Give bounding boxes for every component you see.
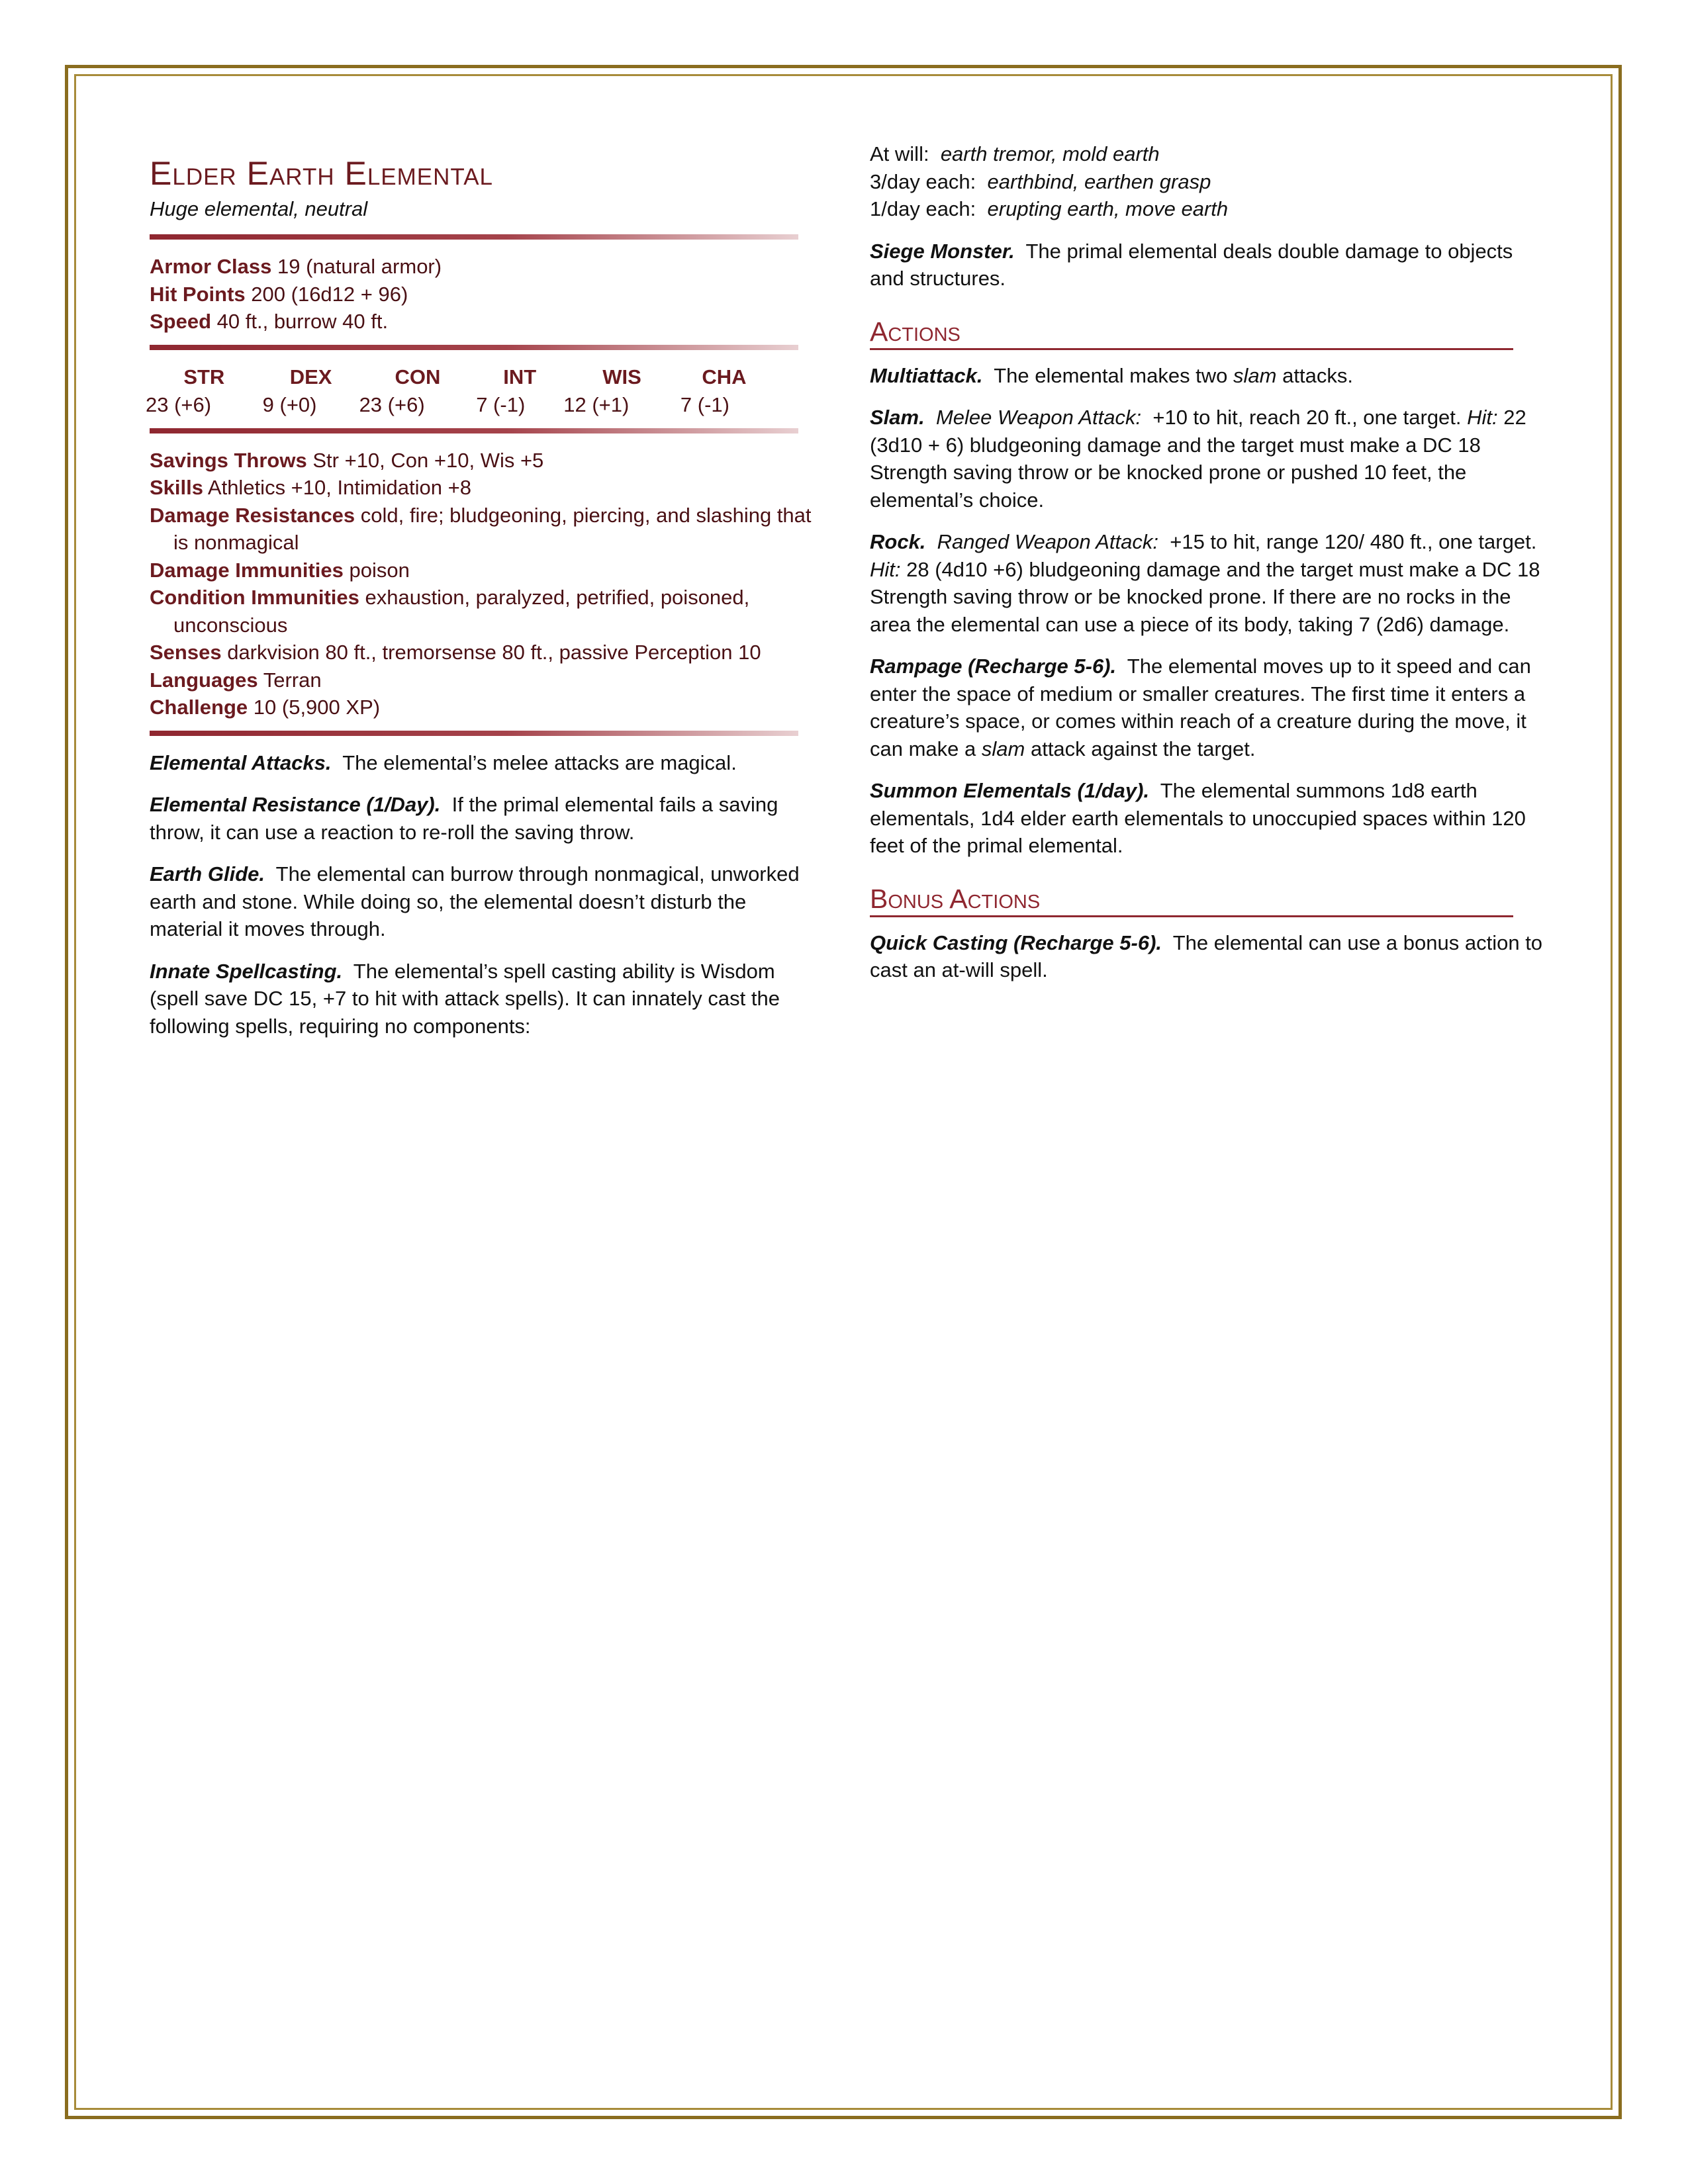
damage-immunities-line [150,557,825,584]
bonus-actions-heading: Bonus Actions [870,882,1513,917]
spell-frequency-label: At will: [870,142,929,165]
action-text: The elemental can use a bonus action to cast an at-will spell. [870,931,1543,981]
trait-name: Earth Glide. [150,862,265,886]
spell-list-3-per-day [870,168,1545,196]
challenge-label: Challenge [150,696,248,719]
trait-elemental-attacks [150,749,825,777]
hit-text: 22 (3d10 + 6) bludgeoning damage and the target must make a DC 18 Strength saving throw or be knocked prone or pushed 10 feet, the elemental’s choice. [870,406,1526,512]
trait-text: The elemental’s spell casting ability is Wisdom (spell save DC 15, +7 to hit with attack spells). It can innately cast the following spells, requiring no components: [150,959,780,1038]
attack-to-hit: +15 to hit, range 120/ 480 ft., one target. [1170,530,1537,553]
ability-value-dex: 9 (+0) [262,392,317,416]
ability-value-con: 23 (+6) [359,392,425,416]
saving-throws-line [150,447,825,475]
action-summon-elementals [870,777,1545,860]
action-text: The elemental summons 1d8 earth elementals, 1d4 elder earth elementals to unoccupied spaces within 120 feet of the primal elemental. [870,779,1526,857]
divider-rule [150,345,798,350]
ability-value-str: 23 (+6) [146,392,212,416]
languages-label: Languages [150,668,258,692]
action-text: attacks. [1282,363,1353,387]
hit-points-value: 200 (16d12 + 96) [251,282,408,306]
spell-frequency-label: 3/day each: [870,169,976,193]
hit-label: Hit: [870,557,901,581]
attack-type: Ranged Weapon Attack: [937,530,1158,553]
spell-names: earthbind, earthen grasp [987,169,1211,193]
senses-line [150,639,825,666]
divider-rule [150,234,798,240]
action-name: Multiattack. [870,363,983,387]
saving-throws-value: Str +10, Con +10, Wis +5 [312,448,544,472]
attack-type: Melee Weapon Attack: [935,406,1142,429]
condition-immunities-value: exhaustion, paralyzed, petrified, poisoned, unconscious [173,586,750,637]
stat-block-left-column [146,140,825,1054]
stat-block-right-column [870,140,1545,999]
trait-text: The elemental’s melee attacks are magical. [342,751,737,774]
damage-resistances-line [150,502,825,557]
trait-name: Siege Monster. [870,239,1015,263]
speed-label: Speed [150,310,212,333]
speed-value: 40 ft., burrow 40 ft. [216,310,389,333]
action-text: attack against the target. [1030,737,1256,760]
action-slam [870,404,1545,514]
trait-text: The elemental can burrow through nonmagical, unworked earth and stone. While doing so, the elemental doesn’t disturb the material it moves through. [150,862,800,940]
spell-names: earth tremor, mold earth [940,142,1160,165]
action-name: Slam. [870,406,925,429]
trait-name: Innate Spellcasting. [150,959,343,983]
senses-value: darkvision 80 ft., tremorsense 80 ft., passive Perception 10 [227,641,761,664]
damage-resistances-label: Damage Resistances [150,503,355,527]
divider-rule [150,428,798,433]
ability-header-int: INT [503,365,537,388]
action-name: Quick Casting (Recharge 5-6). [870,931,1162,954]
action-name: Rock. [870,530,926,553]
spell-frequency-label: 1/day each: [870,197,976,220]
hit-label: Hit: [1467,406,1498,429]
ability-scores-table [146,363,768,419]
action-rock [870,528,1545,638]
skills-line [150,474,825,502]
armor-class-value: 19 (natural armor) [277,255,442,278]
condition-immunities-label: Condition Immunities [150,586,359,609]
saving-throws-label: Savings Throws [150,448,307,472]
trait-elemental-resistance [150,791,825,846]
trait-innate-spellcasting [150,958,825,1040]
bonus-action-quick-casting [870,929,1545,984]
ability-header-str: STR [183,365,225,388]
spell-names: erupting earth, move earth [987,197,1229,220]
condition-immunities-line [150,584,825,639]
trait-text: The primal elemental deals double damage to objects and structures. [870,239,1513,290]
actions-heading: Actions [870,315,1513,350]
trait-text: If the primal elemental fails a saving throw, it can use a reaction to re-roll the saving throw. [150,793,778,844]
action-multiattack [870,362,1545,390]
armor-class-label: Armor Class [150,255,272,278]
damage-immunities-label: Damage Immunities [150,558,344,582]
monster-type: Huge elemental, neutral [150,197,368,220]
action-text-emphasis: slam [1233,363,1277,387]
spell-list-at-will [870,140,1545,168]
attack-to-hit: +10 to hit, reach 20 ft., one target. [1152,406,1462,429]
hit-points-line [150,281,825,308]
ability-header-dex: DEX [289,365,332,388]
trait-siege-monster [870,238,1545,293]
speed-line [150,308,825,336]
ability-header-wis: WIS [602,365,641,388]
action-name: Rampage (Recharge 5-6). [870,655,1117,678]
skills-value: Athletics +10, Intimidation +8 [207,476,471,499]
hit-points-label: Hit Points [150,282,246,306]
damage-resistances-value: cold, fire; bludgeoning, piercing, and slashing that is nonmagical [173,503,812,554]
divider-rule [150,731,798,736]
trait-name: Elemental Resistance (1/Day). [150,793,441,816]
senses-label: Senses [150,641,222,664]
action-text-emphasis: slam [981,737,1025,760]
ability-value-cha: 7 (-1) [680,392,729,416]
action-text: The elemental moves up to it speed and can enter the space of medium or smaller creatures. The first time it enters a creature’s space, or comes within reach of a creature during the move, it can make a [870,655,1531,760]
languages-line [150,666,825,694]
ability-header-row [146,363,768,391]
action-rampage [870,653,1545,762]
challenge-line [150,694,825,721]
hit-text: 28 (4d10 +6) bludgeoning damage and the target must make a DC 18 Strength saving throw or be knocked prone. If there are no rocks in the area the elemental can use a piece of its body, taking 7 (2d6) damage. [870,557,1540,636]
trait-name: Elemental Attacks. [150,751,332,774]
monster-name: Elder Earth Elemental [150,155,494,192]
trait-earth-glide [150,860,825,943]
languages-value: Terran [263,668,322,692]
ability-header-cha: CHA [702,365,747,388]
challenge-value: 10 (5,900 XP) [253,696,381,719]
ability-value-int: 7 (-1) [476,392,526,416]
ability-value-row [146,391,768,419]
armor-class-line [150,253,825,281]
action-text: The elemental makes two [994,363,1228,387]
damage-immunities-value: poison [349,558,410,582]
ability-value-wis: 12 (+1) [563,392,630,416]
ability-header-con: CON [395,365,441,388]
action-name: Summon Elementals (1/day). [870,779,1150,802]
spell-list-1-per-day [870,195,1545,223]
skills-label: Skills [150,476,203,499]
